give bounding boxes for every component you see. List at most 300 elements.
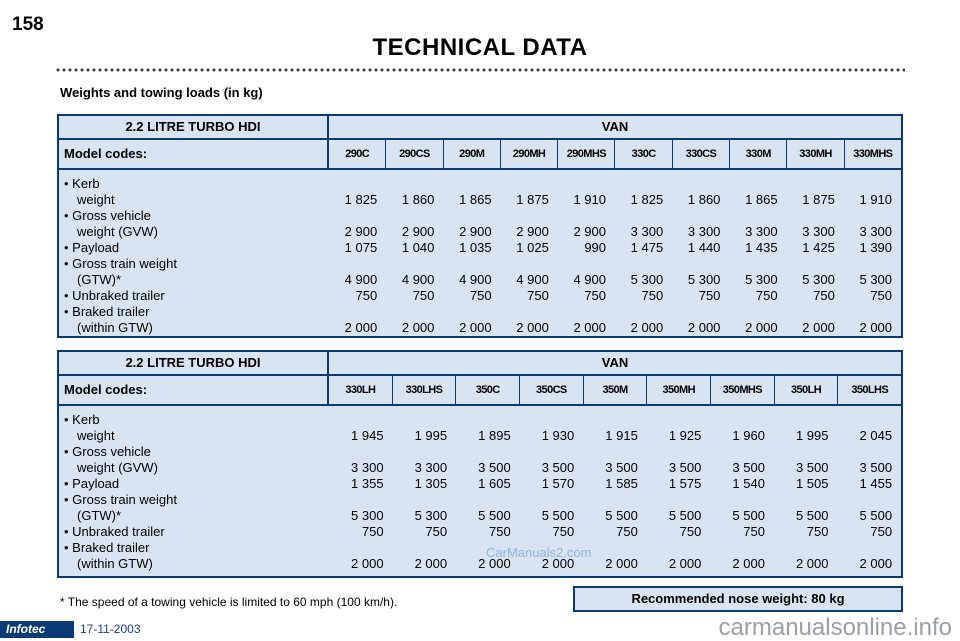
- weight-value: 1 995: [795, 428, 829, 443]
- weights-data: [59, 406, 901, 576]
- value-cell: [729, 176, 777, 208]
- weight-value: 5 500: [795, 508, 829, 523]
- weight-value: 1 455: [859, 476, 893, 491]
- value-cell: [710, 524, 765, 540]
- value-cell: [672, 256, 720, 288]
- weight-value: 2 045: [859, 428, 893, 443]
- value-cell: [501, 304, 549, 336]
- weight-value: 1 865: [745, 192, 778, 207]
- row-label-line: • Payload: [64, 240, 120, 255]
- value-cell: [329, 444, 384, 476]
- weight-value: 750: [698, 288, 721, 303]
- weight-value: 2 000: [802, 320, 835, 335]
- row-label: [59, 304, 329, 336]
- weight-value: 5 500: [541, 508, 575, 523]
- weight-value: 2 000: [605, 556, 638, 571]
- weight-value: 2 000: [344, 320, 378, 335]
- weight-value: 1 355: [351, 476, 384, 491]
- weight-value: 2 000: [859, 556, 893, 571]
- weight-value: 750: [641, 288, 664, 303]
- row-label-line: • Braked trailer: [64, 304, 150, 319]
- weight-value: 750: [552, 524, 575, 539]
- model-codes-cells: [329, 376, 901, 404]
- weight-value: 1 505: [795, 476, 829, 491]
- weight-value: 3 300: [414, 460, 448, 475]
- value-cell: [615, 288, 663, 304]
- weight-value: 750: [679, 524, 702, 539]
- model-column: [329, 412, 393, 572]
- weight-value: 750: [870, 288, 893, 303]
- value-cell: [774, 492, 829, 524]
- model-code: 350M: [584, 376, 648, 404]
- weight-value: 3 300: [687, 224, 721, 239]
- row-label: [59, 476, 329, 492]
- value-cell: [710, 492, 765, 524]
- value-columns: [329, 176, 901, 336]
- model-code: 350MHS: [711, 376, 775, 404]
- value-cell: [501, 240, 549, 256]
- weight-value: 1 860: [401, 192, 435, 207]
- row-labels: [59, 412, 329, 572]
- model-codes-row: [59, 140, 901, 170]
- weight-value: 750: [527, 288, 549, 303]
- weight-value: 3 300: [859, 224, 893, 239]
- weight-value: 2 900: [459, 224, 492, 239]
- value-cell: [615, 256, 663, 288]
- row-label-line: • Payload: [64, 476, 120, 491]
- weight-value: 2 900: [344, 224, 378, 239]
- value-cell: [729, 304, 777, 336]
- weight-value: 2 000: [459, 320, 492, 335]
- model-code: 350MH: [647, 376, 711, 404]
- model-column: [329, 176, 386, 336]
- weight-value: 1 945: [351, 428, 384, 443]
- row-label-line: • Gross train weight: [64, 492, 177, 507]
- value-cell: [710, 444, 765, 476]
- value-cell: [329, 240, 377, 256]
- weight-value: 1 960: [732, 428, 765, 443]
- row-label-line: weight: [77, 192, 115, 207]
- value-cell: [787, 288, 835, 304]
- value-cell: [501, 288, 549, 304]
- weight-value: 750: [870, 524, 893, 539]
- row-label-line: (GTW)*: [77, 508, 122, 523]
- value-cell: [844, 176, 892, 208]
- value-cell: [443, 176, 491, 208]
- model-column: [583, 412, 647, 572]
- weight-value: 1 860: [687, 192, 721, 207]
- weight-value: 1 475: [630, 240, 664, 255]
- value-cell: [710, 412, 765, 444]
- weight-value: 750: [355, 288, 378, 303]
- value-cell: [558, 240, 606, 256]
- weights-table-2: [57, 350, 903, 578]
- row-label: [59, 240, 329, 256]
- weight-value: 3 500: [732, 460, 765, 475]
- value-cell: [787, 256, 835, 288]
- weight-value: 5 300: [859, 272, 893, 287]
- value-cell: [615, 176, 663, 208]
- weight-value: 750: [616, 524, 638, 539]
- weight-value: 1 605: [478, 476, 511, 491]
- value-cell: [838, 492, 893, 524]
- value-cell: [558, 208, 606, 240]
- weight-value: 1 875: [802, 192, 835, 207]
- row-label-line: • Gross train weight: [64, 256, 177, 271]
- row-label-line: • Kerb: [64, 412, 100, 427]
- value-cell: [520, 444, 575, 476]
- row-label-line: (within GTW): [77, 556, 153, 571]
- weight-value: 1 925: [668, 428, 702, 443]
- row-label: [59, 176, 329, 208]
- value-cell: [329, 412, 384, 444]
- value-cell: [647, 492, 702, 524]
- value-cell: [844, 256, 892, 288]
- weight-value: 750: [743, 524, 765, 539]
- weight-value: 2 000: [668, 556, 702, 571]
- value-cell: [329, 208, 377, 240]
- row-label-line: weight: [77, 428, 115, 443]
- value-cell: [386, 240, 434, 256]
- value-cell: [710, 540, 765, 572]
- weight-value: 2 000: [541, 556, 575, 571]
- speed-footnote: * The speed of a towing vehicle is limited to 60 mph (100 km/h).: [60, 595, 398, 609]
- weight-value: 1 875: [516, 192, 549, 207]
- value-cell: [615, 208, 663, 240]
- row-label-line: (GTW)*: [77, 272, 122, 287]
- weights-data: [59, 170, 901, 340]
- model-code: 290M: [444, 140, 501, 168]
- section-title: Weights and towing loads (in kg): [60, 85, 263, 100]
- model-column: [787, 176, 844, 336]
- weight-value: 2 000: [732, 556, 765, 571]
- engine-label: 2.2 LITRE TURBO HDI: [59, 352, 329, 374]
- weight-value: 2 000: [687, 320, 721, 335]
- value-cell: [329, 304, 377, 336]
- weight-value: 3 500: [605, 460, 638, 475]
- value-cell: [774, 524, 829, 540]
- weight-value: 5 500: [478, 508, 511, 523]
- model-column: [615, 176, 672, 336]
- value-cell: [520, 476, 575, 492]
- value-cell: [647, 444, 702, 476]
- weight-value: 750: [412, 288, 435, 303]
- weight-value: 3 500: [478, 460, 511, 475]
- value-cell: [583, 412, 638, 444]
- model-column: [443, 176, 500, 336]
- value-cell: [774, 444, 829, 476]
- value-cell: [386, 288, 434, 304]
- weight-value: 2 000: [401, 320, 435, 335]
- weight-value: 5 300: [687, 272, 721, 287]
- weight-value: 1 305: [414, 476, 448, 491]
- value-cell: [501, 256, 549, 288]
- model-column: [729, 176, 786, 336]
- value-cell: [329, 540, 384, 572]
- value-cell: [393, 412, 448, 444]
- weight-value: 1 425: [802, 240, 835, 255]
- weight-value: 3 300: [745, 224, 778, 239]
- value-cell: [456, 524, 511, 540]
- value-cell: [838, 476, 893, 492]
- row-label: [59, 412, 329, 444]
- weight-value: 1 865: [459, 192, 492, 207]
- model-code: 350C: [456, 376, 520, 404]
- value-cell: [672, 240, 720, 256]
- row-label: [59, 524, 329, 540]
- row-labels: [59, 176, 329, 336]
- value-cell: [520, 492, 575, 524]
- model-code: 350CS: [520, 376, 584, 404]
- value-cell: [443, 240, 491, 256]
- row-label: [59, 492, 329, 524]
- value-cell: [787, 208, 835, 240]
- model-code: 290C: [329, 140, 386, 168]
- value-cell: [672, 176, 720, 208]
- weight-value: 750: [755, 288, 778, 303]
- value-cell: [787, 304, 835, 336]
- weight-value: 4 900: [459, 272, 492, 287]
- model-code: 350LHS: [851, 384, 889, 396]
- weight-value: 3 300: [630, 224, 664, 239]
- weight-value: 1 910: [573, 192, 607, 207]
- model-codes-row: [59, 376, 901, 406]
- weight-value: 3 500: [795, 460, 829, 475]
- value-cell: [456, 492, 511, 524]
- row-label: [59, 256, 329, 288]
- weight-value: 5 300: [630, 272, 664, 287]
- model-code: 330CS: [673, 140, 730, 168]
- weight-value: 750: [806, 524, 829, 539]
- value-cell: [672, 288, 720, 304]
- value-cell: [774, 412, 829, 444]
- model-codes-label: Model codes:: [59, 376, 329, 404]
- row-label-line: • Gross vehicle: [64, 208, 151, 223]
- value-cell: [329, 492, 384, 524]
- weight-value: 990: [584, 240, 607, 255]
- row-label-line: • Unbraked trailer: [64, 524, 165, 539]
- value-cell: [647, 540, 702, 572]
- weight-value: 5 500: [732, 508, 765, 523]
- value-cell: [838, 444, 893, 476]
- model-code: 330C: [615, 140, 672, 168]
- value-cell: [647, 524, 702, 540]
- weight-value: 5 500: [859, 508, 893, 523]
- weight-value: 2 000: [859, 320, 893, 335]
- print-date: 17-11-2003: [80, 622, 141, 636]
- row-label-line: • Unbraked trailer: [64, 288, 165, 303]
- value-cell: [520, 412, 575, 444]
- row-label-line: weight (GVW): [77, 224, 158, 239]
- weight-value: 2 000: [414, 556, 448, 571]
- value-cell: [386, 304, 434, 336]
- page-number: 158: [12, 14, 44, 35]
- model-column: [844, 176, 901, 336]
- weight-value: 1 540: [732, 476, 765, 491]
- weight-value: 1 915: [605, 428, 638, 443]
- model-code: 330MH: [787, 140, 844, 168]
- engine-label: 2.2 LITRE TURBO HDI: [59, 116, 329, 138]
- model-column: [386, 176, 443, 336]
- value-cell: [774, 476, 829, 492]
- model-codes-label: Model codes:: [59, 140, 329, 168]
- value-columns: [329, 412, 901, 572]
- weight-value: 2 000: [573, 320, 607, 335]
- weight-value: 1 910: [859, 192, 893, 207]
- weight-value: 1 040: [401, 240, 435, 255]
- weight-value: 2 900: [573, 224, 607, 239]
- value-cell: [787, 240, 835, 256]
- weight-value: 1 585: [605, 476, 638, 491]
- weight-value: 750: [584, 288, 607, 303]
- weight-value: 2 000: [478, 556, 511, 571]
- value-cell: [838, 524, 893, 540]
- value-cell: [729, 240, 777, 256]
- weight-value: 750: [361, 524, 384, 539]
- value-cell: [329, 176, 377, 208]
- weight-value: 2 000: [516, 320, 549, 335]
- value-cell: [456, 476, 511, 492]
- value-cell: [729, 288, 777, 304]
- model-code: 290CS: [386, 140, 443, 168]
- value-cell: [386, 208, 434, 240]
- weight-value: 1 570: [541, 476, 575, 491]
- value-cell: [329, 524, 384, 540]
- model-code: 330LHS: [393, 376, 457, 404]
- weight-value: 1 435: [745, 240, 778, 255]
- weight-value: 4 900: [401, 272, 435, 287]
- value-cell: [393, 540, 448, 572]
- weight-value: 5 300: [351, 508, 384, 523]
- weight-value: 1 575: [668, 476, 702, 491]
- row-label: [59, 208, 329, 240]
- value-cell: [729, 208, 777, 240]
- value-cell: [501, 176, 549, 208]
- weight-value: 2 000: [351, 556, 384, 571]
- value-cell: [844, 208, 892, 240]
- weight-value: 5 300: [802, 272, 835, 287]
- model-column: [501, 176, 558, 336]
- weight-value: 2 900: [401, 224, 435, 239]
- model-column: [710, 412, 774, 572]
- weight-value: 3 500: [541, 460, 575, 475]
- weight-value: 5 300: [745, 272, 778, 287]
- weight-value: 4 900: [573, 272, 607, 287]
- model-column: [647, 412, 711, 572]
- value-cell: [647, 476, 702, 492]
- weight-value: 2 000: [745, 320, 778, 335]
- weight-value: 1 440: [687, 240, 721, 255]
- weight-value: 1 895: [478, 428, 511, 443]
- model-column: [393, 412, 457, 572]
- weight-value: 1 930: [541, 428, 575, 443]
- weight-value: 4 900: [344, 272, 378, 287]
- weight-value: 2 900: [516, 224, 549, 239]
- value-cell: [672, 304, 720, 336]
- row-label-line: • Braked trailer: [64, 540, 150, 555]
- weight-value: 1 390: [859, 240, 893, 255]
- nose-weight-box: Recommended nose weight: 80 kg: [573, 586, 903, 612]
- weight-value: 5 500: [668, 508, 702, 523]
- value-cell: [647, 412, 702, 444]
- row-label: [59, 288, 329, 304]
- model-codes-cells: [329, 140, 901, 168]
- value-cell: [443, 256, 491, 288]
- weight-value: 2 000: [795, 556, 829, 571]
- value-cell: [393, 524, 448, 540]
- model-column: [672, 176, 729, 336]
- row-label: [59, 540, 329, 572]
- weight-value: 3 500: [668, 460, 702, 475]
- weight-value: 1 035: [459, 240, 492, 255]
- body-type-label: VAN: [601, 355, 629, 370]
- value-cell: [774, 540, 829, 572]
- row-label-line: (within GTW): [77, 320, 153, 335]
- value-cell: [838, 540, 893, 572]
- weight-value: 1 025: [516, 240, 549, 255]
- value-cell: [329, 288, 377, 304]
- weight-value: 750: [488, 524, 511, 539]
- weight-value: 5 300: [414, 508, 448, 523]
- value-cell: [844, 240, 892, 256]
- weight-value: 1 075: [344, 240, 378, 255]
- model-column: [838, 412, 902, 572]
- value-cell: [386, 256, 434, 288]
- weight-value: 750: [425, 524, 448, 539]
- value-cell: [558, 256, 606, 288]
- weight-value: 1 825: [630, 192, 664, 207]
- weight-value: 5 500: [605, 508, 638, 523]
- value-cell: [583, 492, 638, 524]
- model-code: 290MHS: [558, 140, 615, 168]
- infotec-logo: Infotec: [0, 621, 74, 638]
- value-cell: [844, 304, 892, 336]
- row-label-line: • Kerb: [64, 176, 100, 191]
- value-cell: [443, 288, 491, 304]
- value-cell: [501, 208, 549, 240]
- value-cell: [583, 524, 638, 540]
- value-cell: [615, 304, 663, 336]
- page-title: TECHNICAL DATA: [372, 34, 588, 61]
- model-column: [774, 412, 838, 572]
- value-cell: [558, 304, 606, 336]
- row-label: [59, 444, 329, 476]
- value-cell: [844, 288, 892, 304]
- value-cell: [710, 476, 765, 492]
- value-cell: [456, 412, 511, 444]
- weight-value: 4 900: [516, 272, 549, 287]
- value-cell: [558, 176, 606, 208]
- weight-value: 3 300: [351, 460, 384, 475]
- value-cell: [329, 476, 384, 492]
- row-label-line: weight (GVW): [77, 460, 158, 475]
- weight-value: 1 825: [344, 192, 378, 207]
- weight-value: 3 500: [859, 460, 893, 475]
- row-label-line: • Gross vehicle: [64, 444, 151, 459]
- dotted-divider: [55, 68, 905, 72]
- model-code: 330LH: [329, 376, 393, 404]
- table-header: [59, 116, 901, 140]
- value-cell: [615, 240, 663, 256]
- value-cell: [838, 412, 893, 444]
- value-cell: [386, 176, 434, 208]
- weights-table-1: [57, 114, 903, 338]
- value-cell: [672, 208, 720, 240]
- value-cell: [393, 492, 448, 524]
- weight-value: 3 300: [802, 224, 835, 239]
- carmanuals-watermark: CarManuals2.com: [486, 545, 592, 560]
- value-cell: [583, 476, 638, 492]
